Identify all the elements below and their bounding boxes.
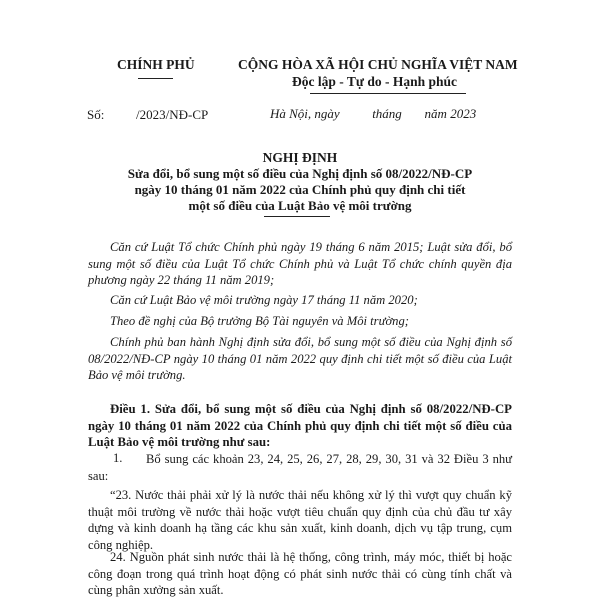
clause-23: “23. Nước thải phải xử lý là nước thải nếu không xử lý thì vượt quy chuẩn kỹ thuật môi trường về nước thải hoặc vượt tiêu chuẩn quy định của chủ đầu tư xây dựng và kinh doanh hạ tầng các khu sản xuất, kinh doanh, dịch vụ tập trung, cụm công nghiệp. — [88, 488, 512, 552]
preamble-promulgation: Chính phủ ban hành Nghị định sửa đổi, bổ sung một số điều của Nghị định số 08/2022/NĐ-CP ngày 10 tháng 01 năm 2022 quy định chi tiết một số điều của Luật Bảo vệ môi trường. — [88, 335, 512, 383]
article-1-heading: Điều 1. Sửa đổi, bổ sung một số điều của Nghị định số 08/2022/NĐ-CP ngày 10 tháng 01 năm 2022 của Chính phủ quy định chi tiết một số điều của Luật Bảo vệ môi trường như sau: — [88, 402, 512, 450]
item-1-text: Bổ sung các khoản 23, 24, 25, 26, 27, 28, 29, 30, 31 và 32 Điều 3 như sau: — [88, 452, 512, 483]
clause-24: 24. Nguồn phát sinh nước thải là hệ thống, công trình, máy móc, thiết bị hoặc công đoạn trong quá trình hoạt động có phát sinh nước thải có cùng tính chất và cùng phân xưởng sản xuất. — [88, 550, 512, 598]
document-type-title: NGHỊ ĐỊNH — [262, 150, 338, 165]
national-motto: Độc lập - Tự do - Hạnh phúc — [292, 74, 458, 89]
preamble-legal-basis-2: Căn cứ Luật Bảo vệ môi trường ngày 17 tháng 11 năm 2020; — [110, 293, 418, 307]
document-subtitle-line-2: ngày 10 tháng 01 năm 2022 của Chính phủ quy định chi tiết — [134, 182, 466, 197]
document-number: /2023/NĐ-CP — [136, 107, 209, 122]
preamble-legal-basis-1: Căn cứ Luật Tổ chức Chính phủ ngày 19 tháng 6 năm 2015; Luật sửa đổi, bổ sung một số điều của Luật Tổ chức Chính phủ và Luật Tổ chức chính quyền địa phương ngày 22 tháng 11 năm 2019; — [88, 240, 512, 288]
title-underline — [264, 216, 330, 217]
preamble-proposal: Theo đề nghị của Bộ trưởng Bộ Tài nguyên và Môi trường; — [110, 314, 409, 328]
place-and-date: Hà Nội, ngày tháng năm 2023 — [270, 106, 477, 121]
item-1-number: 1. — [113, 451, 123, 465]
agency-underline — [138, 78, 173, 79]
document-number-label: Số: — [87, 107, 105, 122]
issuing-agency: CHÍNH PHỦ — [117, 57, 195, 72]
national-title: CỘNG HÒA XÃ HỘI CHỦ NGHĨA VIỆT NAM — [238, 57, 518, 72]
motto-underline — [310, 93, 466, 94]
document-subtitle-line-3: một số điều của Luật Bảo vệ môi trường — [188, 198, 412, 213]
document-subtitle-line-1: Sửa đổi, bổ sung một số điều của Nghị định số 08/2022/NĐ-CP — [127, 166, 473, 181]
